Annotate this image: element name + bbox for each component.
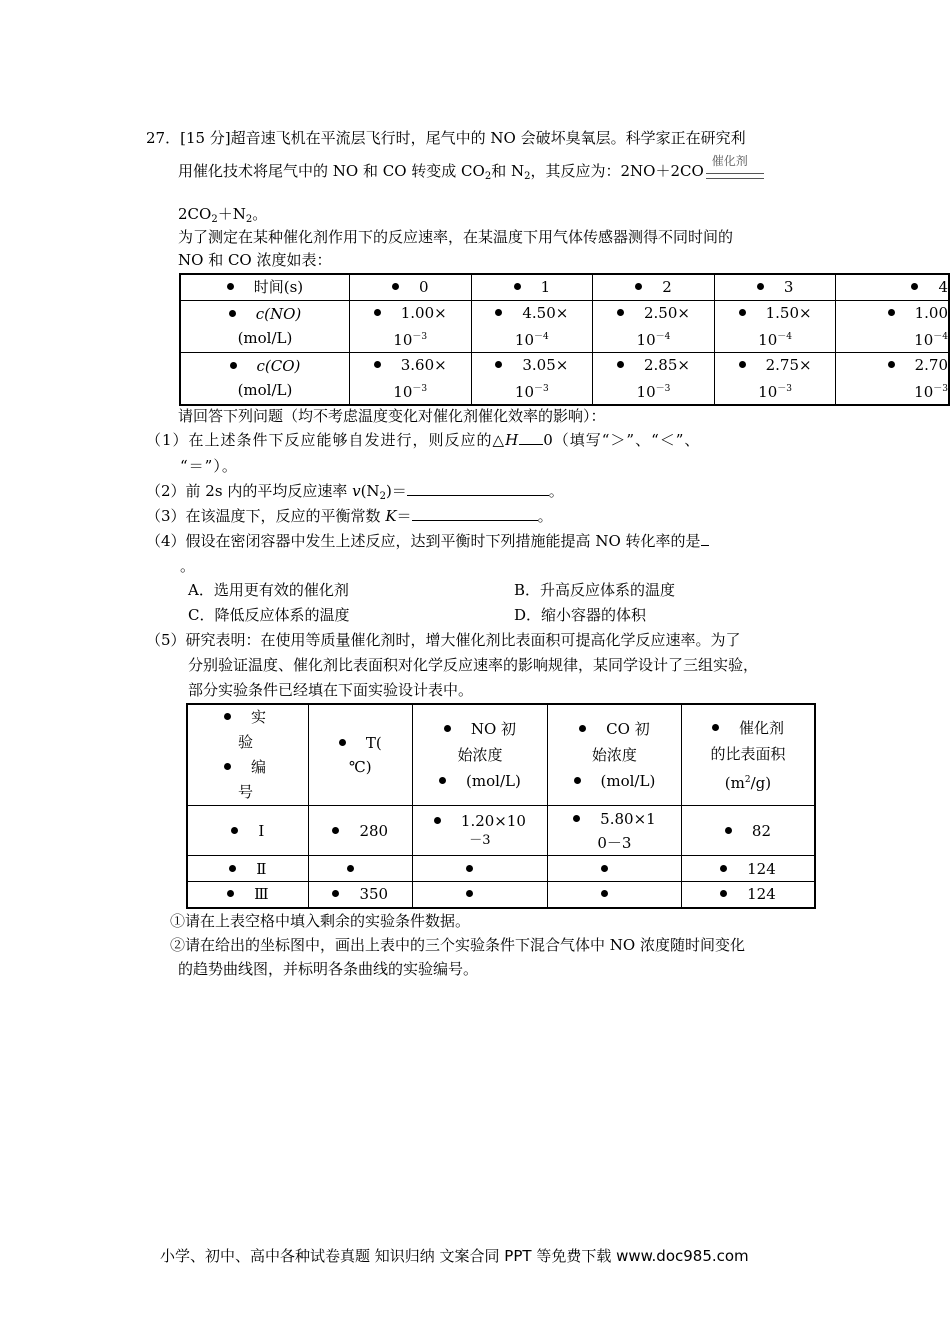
note-2: ②请在给出的坐标图中，画出上表中的三个实验条件下混合气体中 NO 浓度随时间变化 (170, 936, 745, 954)
table-row: Ⅲ 350 124 (187, 882, 815, 908)
question-number: 27． (146, 129, 181, 147)
time-header-cell: 时间(s) (180, 274, 349, 300)
blank-3[interactable] (412, 520, 538, 521)
experiment-design-table (186, 703, 816, 909)
header-co-concentration: CO 初 始浓度 (mol/L) (547, 704, 681, 806)
blank-1[interactable] (519, 444, 543, 445)
footer: 小学、初中、高中各种试卷真题 知识归纳 文案合同 PPT 等免费下载 www.doc985.com (160, 1247, 749, 1265)
table-row: Ⅱ 124 (187, 856, 815, 882)
catalyst-arrow: 催化剂 (704, 160, 766, 182)
table-row: 时间(s) 0 1 2 3 4 (180, 274, 949, 300)
option-b: B．升高反应体系的温度 (514, 581, 676, 599)
question-4: （4）假设在密闭容器中发生上述反应，达到平衡时下列措施能提高 NO 转化率的是 (146, 530, 709, 552)
blank-4[interactable] (701, 545, 709, 546)
question-4-end: 。 (180, 557, 196, 575)
concentration-table (179, 273, 950, 406)
question-5-line-1: （5）研究表明：在使用等质量催化剂时，增大催化剂比表面积可提高化学反应速率。为了 (146, 631, 741, 649)
intro-line-3: 为了测定在某种催化剂作用下的反应速率，在某温度下用气体传感器测得不同时间的 (178, 228, 734, 246)
no-label-cell: c(NO) (mol/L) (180, 300, 349, 352)
blank-2[interactable] (407, 495, 549, 496)
header-surface-area: 催化剂 的比表面积 $(m^2/g)$ (681, 704, 815, 806)
option-a: A．选用更有效的催化剂 (188, 581, 349, 599)
intro-line-2: 用催化技术将尾气中的 NO 和 CO 转变成 $CO_2$和 $N_2$，其反应为：2NO＋2CO 催化剂 (178, 160, 766, 188)
table-row: c(NO) (mol/L) 1.00× $10^{-3}$ 4.50× $10^{-4}$ 2.50× $10^{-4}$ 1.50× $10^{-4}$ 1.00 $10^{-4}$ (180, 300, 949, 352)
table-row (187, 704, 815, 806)
table-row: Ⅰ 280 1.20×10 －3 5.80×1 0－3 82 (187, 806, 815, 856)
header-temperature: T( ℃) (308, 704, 412, 806)
question-score: [15 分] (180, 129, 231, 147)
intro-line-4: NO 和 CO 浓度如表： (178, 251, 332, 269)
question-3: （3）在该温度下，反应的平衡常数 K＝ 。 (146, 507, 553, 525)
equilibrium-arrow (706, 173, 764, 179)
question-1: （1）在上述条件下反应能够自发进行，则反应的△H 0（填写“＞”、“＜”、 (146, 431, 701, 449)
question-2: （2）前 2s 内的平均反应速率 $v(N_2)=$ 。 (146, 482, 564, 502)
option-c: C．降低反应体系的温度 (188, 606, 350, 624)
note-2-cont: 的趋势曲线图，并标明各条曲线的实验编号。 (178, 960, 479, 978)
question-heading (146, 127, 746, 149)
co-label-cell: c(CO) (mol/L) (180, 352, 349, 405)
header-no-concentration: NO 初 始浓度 (mol/L) (412, 704, 547, 806)
question-1-cont: “＝”）。 (180, 457, 238, 475)
option-d: D．缩小容器的体积 (514, 606, 647, 624)
question-5-line-2: 分别验证温度、催化剂比表面积对化学反应速率的影响规律，某同学设计了三组实验， (188, 656, 759, 674)
reaction-products: $2CO_2+N_2$。 (178, 205, 268, 225)
note-1: ①请在上表空格中填入剩余的实验条件数据。 (170, 912, 471, 930)
intro-line-1: 超音速飞机在平流层飞行时，尾气中的 NO 会破坏臭氧层。科学家正在研究利 (230, 129, 746, 147)
question-5-line-3: 部分实验条件已经填在下面实验设计表中。 (188, 681, 474, 699)
table-row: c(CO) (mol/L) 3.60× $10^{-3}$ 3.05× $10^{-3}$ 2.85× $10^{-3}$ 2.75× $10^{-3}$ 2.70 $10^{-3}$ (180, 352, 949, 405)
answer-intro: 请回答下列问题（均不考虑温度变化对催化剂催化效率的影响）： (178, 407, 606, 425)
header-experiment-id: 实 验 编 号 (187, 704, 308, 806)
